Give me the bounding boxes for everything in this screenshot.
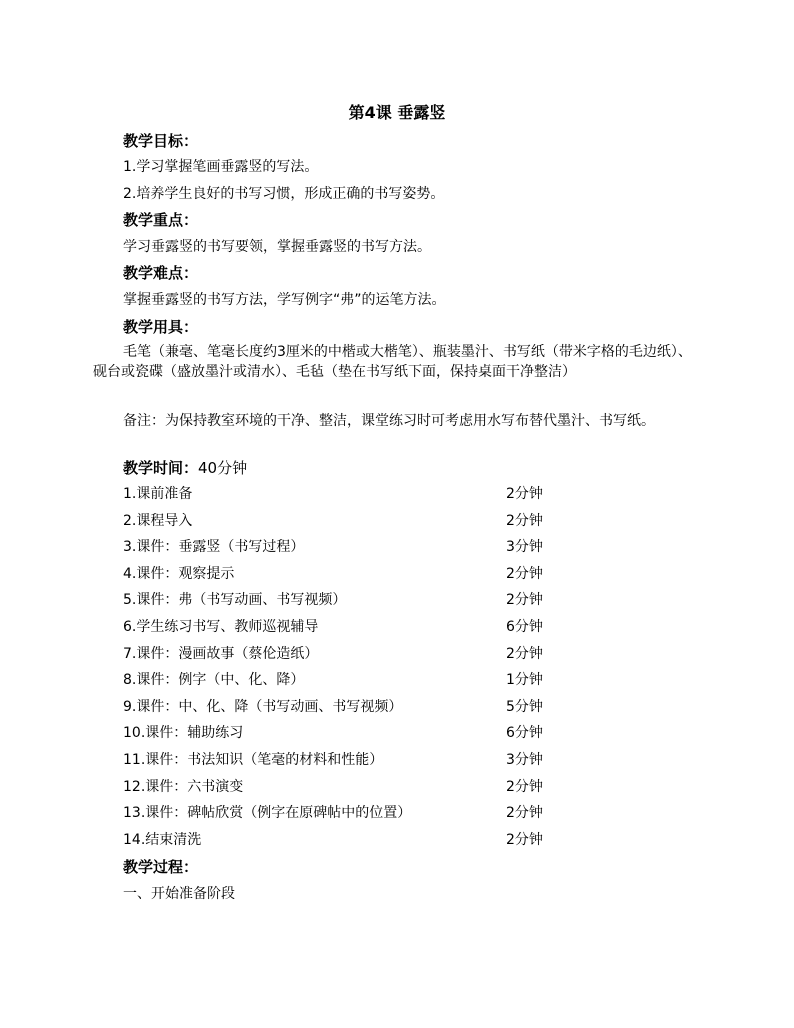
schedule-item-label: 6.学生练习书写、教师巡视辅导 [123,619,319,635]
difficulties-heading: 教学难点： [123,264,199,282]
process-heading: 教学过程： [123,858,199,876]
schedule-row [123,669,553,691]
schedule-item-label: 2.课程导入 [123,513,193,529]
schedule-row [123,616,553,638]
schedule-row [123,802,553,824]
schedule-item-duration: 6分钟 [506,725,543,741]
schedule-item-label: 8.课件：例字（中、化、降） [123,672,305,688]
schedule-row [123,722,553,744]
schedule-item-duration: 2分钟 [506,805,543,821]
schedule-row [123,829,553,851]
schedule-row [123,643,553,665]
objectives-heading: 教学目标： [123,132,199,150]
schedule-item-duration: 2分钟 [506,513,543,529]
schedule-item-label: 1.课前准备 [123,486,193,502]
schedule-item-duration: 3分钟 [506,752,543,768]
schedule-row [123,776,553,798]
schedule-item-label: 13.课件：碑帖欣赏（例字在原碑帖中的位置） [123,805,412,821]
schedule-item-label: 12.课件：六书演变 [123,779,244,795]
lesson-title: 第4课 垂露竖 [348,103,446,122]
schedule-item-label: 11.课件：书法知识（笔毫的材料和性能） [123,752,384,768]
schedule-item-duration: 2分钟 [506,832,543,848]
schedule-row [123,536,553,558]
schedule-heading [123,457,247,479]
schedule-item-label: 3.课件：垂露竖（书写过程） [123,539,305,555]
schedule-item-label: 10.课件：辅助练习 [123,725,244,741]
schedule-row [123,563,553,585]
schedule-item-duration: 2分钟 [506,646,543,662]
tools-text: 毛笔（兼毫、笔毫长度约3厘米的中楷或大楷笔）、瓶装墨汁、书写纸（带米字格的毛边纸）、砚台或瓷碟（盛放墨汁或清水）、毛毡（垫在书写纸下面，保持桌面干净整洁） [93,344,692,380]
difficulties-text: 掌握垂露竖的书写方法，学写例字“弗”的运笔方法。 [123,292,446,308]
schedule-item-duration: 2分钟 [506,566,543,582]
schedule-total: 40分钟 [198,459,248,477]
schedule-item-label: 9.课件：中、化、降（书写动画、书写视频） [123,699,403,715]
tools-note: 备注：为保持教室环境的干净、整洁，课堂练习时可考虑用水写布替代墨汁、书写纸。 [123,413,655,429]
tools-heading: 教学用具： [123,318,199,336]
schedule-heading-label: 教学时间： [123,459,199,477]
schedule-item-label: 4.课件：观察提示 [123,566,235,582]
process-first-stage: 一、开始准备阶段 [123,886,235,902]
key-points-text: 学习垂露竖的书写要领，掌握垂露竖的书写方法。 [123,239,431,255]
schedule-item-duration: 5分钟 [506,699,543,715]
schedule-item-duration: 1分钟 [506,672,543,688]
schedule-item-duration: 2分钟 [506,779,543,795]
objective-item: 1.学习掌握笔画垂露竖的写法。 [123,159,319,175]
schedule-item-label: 7.课件：漫画故事（蔡伦造纸） [123,646,319,662]
schedule-item-duration: 6分钟 [506,619,543,635]
schedule-row [123,510,553,532]
schedule-row [123,483,553,505]
schedule-row [123,696,553,718]
schedule-row [123,749,553,771]
schedule-item-duration: 2分钟 [506,486,543,502]
key-points-heading: 教学重点： [123,211,199,229]
schedule-item-label: 5.课件：弗（书写动画、书写视频） [123,592,347,608]
schedule-item-label: 14.结束清洗 [123,832,202,848]
objective-item: 2.培养学生良好的书写习惯，形成正确的书写姿势。 [123,186,445,202]
schedule-item-duration: 3分钟 [506,539,543,555]
schedule-item-duration: 2分钟 [506,592,543,608]
schedule-row [123,589,553,611]
